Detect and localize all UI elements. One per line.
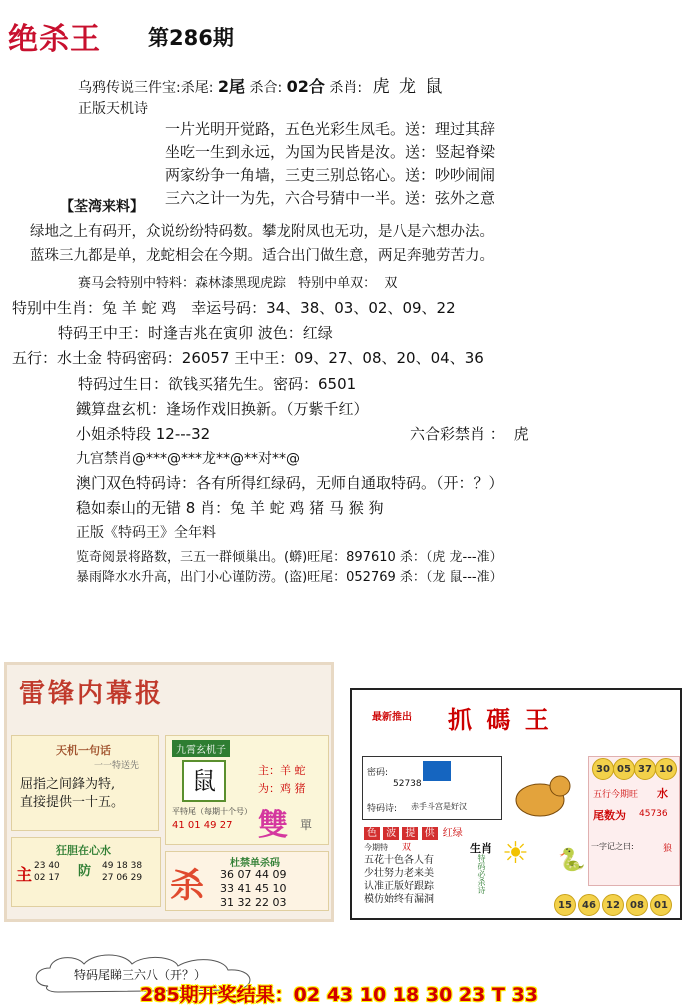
sha-he-value: 02合 [286, 77, 325, 96]
sha-wei-value: 2尾 [217, 77, 246, 96]
jiugong-line: 九宫禁肖@***@***龙**@**对**@ [76, 451, 300, 467]
sha-xiao-label: 杀肖: [329, 80, 363, 96]
wuya-label: 乌鸦传说三件宝:杀尾: [78, 80, 214, 96]
poem-title: 正版天机诗 [78, 101, 148, 117]
danshuang-label: 特别中单双： [298, 276, 377, 291]
shaxiao-title: 杜禁单杀码 [230, 858, 280, 869]
poem-line: 坐吃一生到永远，为国为民皆是汝。送：竖起脊梁 [165, 143, 496, 161]
jiutian-label: 九霄玄机子 [172, 740, 230, 757]
zhengban-line: 正版《特码王》全年料 [76, 525, 216, 541]
pingte-nums: 41 01 49 27 [172, 820, 233, 831]
shaxiao-rows [220, 868, 286, 910]
issue-number: 第286期 [148, 26, 234, 50]
tags-value: 红绿 [442, 828, 463, 839]
liuhe-jinxiao [410, 423, 529, 444]
nums-b [102, 860, 142, 884]
jiutian-box [165, 735, 329, 845]
sha-char: 杀 [170, 866, 204, 906]
shashou-box [11, 837, 161, 907]
leifeng-ad-panel [4, 662, 334, 922]
zhuamawang-ad-panel [350, 688, 682, 920]
poem-block [165, 118, 495, 210]
liuhe-value: 虎 [513, 425, 529, 443]
wei-line: 为：鸡 猪 [258, 782, 306, 795]
poem-line-right: 少壮努力老来美 [364, 868, 434, 879]
ball-top-2: 37 [634, 758, 656, 780]
tag-item: 提 [402, 827, 418, 840]
jinqi-value: 双 [402, 843, 412, 853]
weishu-label: 尾数为 [593, 809, 626, 822]
lucky-numbers: 幸运号码：34、38、03、02、09、22 [191, 299, 456, 317]
logo-title: 绝杀王 [8, 22, 101, 57]
mima-label: 密码: [367, 768, 389, 778]
tema-value: 赤手斗宫是好汉 [411, 802, 467, 811]
quanwan-line: 绿地之上有码开，众说纷纷特码数。攀龙附凤也无功，是八是六想办法。 [30, 224, 494, 240]
poem-line: 两家纷争一角墙，三吏三别总铭心。送：吵吵闹闹 [165, 166, 496, 184]
leifeng-title: 雷锋内幕报 [19, 679, 165, 709]
nums-a-row: 23 40 [34, 861, 60, 871]
tiger-icon [502, 756, 582, 828]
lanqi-line: 暴雨降水水升高，出门小心谨防涝。(盗)旺尾：052769 杀：（龙 鼠---准） [76, 570, 503, 585]
ball-top-0: 30 [592, 758, 614, 780]
mima-box [362, 756, 502, 820]
poem-line-right: 模仿始终有漏洞 [364, 894, 434, 905]
pingte-label: 平特尾（每期十个号） [172, 807, 252, 816]
tianji-box [11, 735, 159, 831]
shaxiao-row: 36 07 44 09 [220, 868, 287, 881]
dan-char: 單 [300, 818, 313, 832]
wuya-line [78, 72, 444, 97]
ball-top-1: 05 [613, 758, 635, 780]
tiger-illustration [502, 756, 582, 828]
ball-bottom-2: 12 [602, 894, 624, 916]
yiju-label: 一字记之曰: [591, 842, 634, 851]
xiaojie-line: 小姐杀特段 12---32 [76, 425, 211, 443]
liuhe-label: 六合彩禁肖 ： [410, 425, 505, 443]
wuxing-value: 水 [657, 787, 668, 800]
shengxiao-label: 生肖 [470, 842, 492, 855]
quanwan-block [30, 220, 494, 268]
tebie-line [12, 297, 456, 318]
ball-bottom-4: 01 [650, 894, 672, 916]
jinqi-label: 今期特 [364, 843, 388, 852]
nums-b-row: 49 18 38 [102, 861, 143, 871]
saima-text: 赛马会特别中特料：森林漆黑现虎踪 [78, 276, 287, 291]
ball-bottom-3: 08 [626, 894, 648, 916]
lanqi-block [76, 548, 503, 588]
side-text: 特码必杀诗 [477, 854, 486, 894]
tema-label: 特码诗: [367, 804, 398, 814]
tianji-sub: 一一特送先 [94, 761, 140, 771]
ball-bottom-1: 46 [578, 894, 600, 916]
zhuamawang-tag: 最新推出 [372, 712, 412, 723]
aomen-line: 澳门双色特码诗：各有所得红绿码，无师自通取特码。（开：？） [76, 474, 504, 492]
snake-icon: 🐍 [558, 848, 586, 873]
wuxing-label: 五行今期旺 [593, 790, 639, 800]
tag-item: 波 [383, 827, 399, 840]
tianji-line: 屈指之间鋒为特, [20, 777, 116, 792]
zhuamawang-title: 抓 碼 王 [448, 705, 552, 734]
shaxiao-row: 33 41 45 10 [220, 882, 287, 895]
quanwan-title: 【荃湾来料】 [60, 199, 144, 215]
nums-a [34, 860, 60, 884]
poem-block-right [364, 854, 434, 906]
wencuo-line: 稳如泰山的无错 8 肖：兔 羊 蛇 鸡 猪 马 猴 狗 [76, 499, 384, 517]
tag-item: 色 [364, 827, 380, 840]
lanqi-line: 览奇阅景将路数，三五一群倾巢出。(蟒)旺尾：897610 杀：（虎 龙---准） [76, 550, 503, 565]
zhu2-char: 主 [16, 865, 33, 884]
draw-result: 285期开奖结果：02 43 10 18 30 23 T 33 [140, 984, 539, 1006]
poem-line: 一片光明开觉路，五色光彩生凤毛。送：理过其辞 [165, 120, 496, 138]
tianji-lines [20, 776, 124, 812]
yiju-value: 狼 [663, 844, 673, 854]
fang-char: 防 [78, 864, 92, 879]
suanpan-line: 鐵算盘玄机：逢场作戏旧换新。（万紫千红） [76, 400, 369, 418]
nums-a-row: 02 17 [34, 873, 60, 883]
ball-top-3: 10 [655, 758, 677, 780]
poem-line-right: 五花十色各人有 [364, 855, 434, 866]
shashou-title: 狂胆在心水 [56, 844, 111, 857]
danshuang-value: 双 [384, 276, 398, 291]
tag-row [364, 824, 463, 839]
poem-line: 三六之计一为先，六合号猜中一半。送：弦外之意 [165, 189, 496, 207]
poem-line-right: 认准正版好跟踪 [364, 881, 434, 892]
ball-bottom-0: 15 [554, 894, 576, 916]
mima-value: 52738 [393, 779, 422, 789]
guoshengri-line: 特码过生日：欲钱买猪先生。密码：6501 [78, 375, 357, 393]
shaxiao-row: 31 32 22 03 [220, 896, 287, 909]
weishu-value: 45736 [639, 809, 668, 819]
nums-b-row: 27 06 29 [102, 873, 143, 883]
sha-he-label: 杀合: [249, 80, 283, 96]
sun-icon: ☀ [502, 836, 529, 871]
logo-icon [423, 761, 451, 781]
zhu-line: 主：羊 蛇 [258, 764, 306, 777]
shu-char: 鼠 [182, 760, 226, 802]
temawang-line: 特码王中王：时逢吉兆在寅卯 波色：红绿 [58, 324, 333, 342]
shuang-char: 雙 [258, 808, 288, 843]
shaxiao-box [165, 851, 329, 911]
wuxing-line: 五行：水土金 特码密码：26057 王中王：09、27、08、20、04、36 [12, 349, 484, 367]
saima-line [78, 272, 397, 291]
cloud-text: 特码尾睇三六八（开？） [74, 968, 207, 982]
tianji-title: 天机一句话 [56, 744, 111, 757]
tebie-shengxiao: 特别中生肖：兔 羊 蛇 鸡 [12, 299, 177, 317]
quanwan-line: 蓝珠三九都是单，龙蛇相会在今期。适合出门做生意，两足奔驰劳苦力。 [30, 248, 494, 264]
tag-item: 供 [422, 827, 438, 840]
tianji-line: 直接提供一十五。 [20, 795, 125, 810]
sha-xiao-value: 虎 龙 鼠 [372, 77, 445, 97]
